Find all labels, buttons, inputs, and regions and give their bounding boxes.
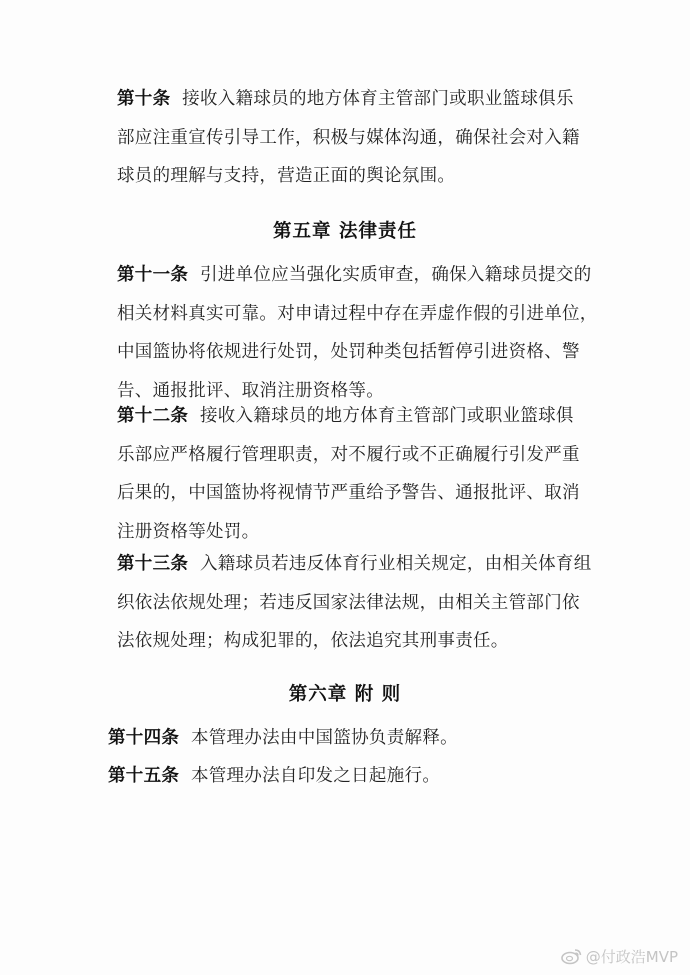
chapter-5-heading: 第五章 法律责任: [273, 221, 417, 242]
article-12-line-4: 注册资格等处罚。: [117, 521, 260, 542]
article-13-line-3: 法依规处理；构成犯罪的，依法追究其刑事责任。: [117, 631, 509, 651]
article-14-line-1: 本管理办法由中国篮协负责解释。: [190, 728, 458, 748]
article-14-label: 第十四条: [108, 728, 180, 748]
article-11: [117, 256, 598, 410]
article-11-line-2: 相关材料真实可靠。对申请过程中存在弄虚作假的引进单位，: [117, 303, 598, 324]
article-10-line-1: 接收入籍球员的地方体育主管部门或职业篮球俱乐: [182, 89, 574, 109]
article-10-line-3: 球员的理解与支持，营造正面的舆论氛围。: [117, 166, 456, 186]
weibo-watermark: [561, 945, 678, 967]
article-10-label: 第十条: [117, 89, 171, 109]
article-15-line-1: 本管理办法自印发之日起施行。: [190, 766, 441, 786]
article-12-label: 第十二条: [117, 406, 189, 426]
article-13-line-1: 入籍球员若违反体育行业相关规定，由相关体育组: [199, 554, 592, 574]
article-11-label: 第十一条: [117, 265, 189, 285]
article-12-line-1: 接收入籍球员的地方体育主管部门或职业篮球俱: [199, 406, 574, 426]
watermark-text: @付政浩MVP: [585, 947, 678, 966]
article-14: [108, 719, 458, 758]
article-11-line-3: 中国篮协将依规进行处罚，处罚种类包括暂停引进资格、警: [117, 342, 580, 362]
article-13-line-2: 织依法依规处理；若违反国家法律法规，由相关主管部门依: [117, 592, 580, 613]
chapter-6-heading: 第六章 附 则: [288, 684, 402, 705]
article-15: [108, 757, 440, 796]
article-12-line-2: 乐部应严格履行管理职责，对不履行或不正确履行引发严重: [117, 444, 580, 465]
article-11-line-1: 引进单位应当强化实质审查，确保入籍球员提交的: [199, 265, 592, 285]
article-13: [117, 545, 592, 661]
article-10-line-2: 部应注重宣传引导工作，积极与媒体沟通，确保社会对入籍: [117, 127, 580, 148]
weibo-logo-icon: [561, 947, 583, 965]
article-13-label: 第十三条: [117, 554, 189, 574]
article-12: [117, 397, 580, 551]
article-10: [117, 80, 580, 196]
article-15-label: 第十五条: [108, 766, 180, 786]
article-12-line-3: 后果的，中国篮协将视情节严重给予警告、通报批评、取消: [117, 483, 580, 503]
article-11-line-4: 告、通报批评、取消注册资格等。: [117, 380, 384, 401]
